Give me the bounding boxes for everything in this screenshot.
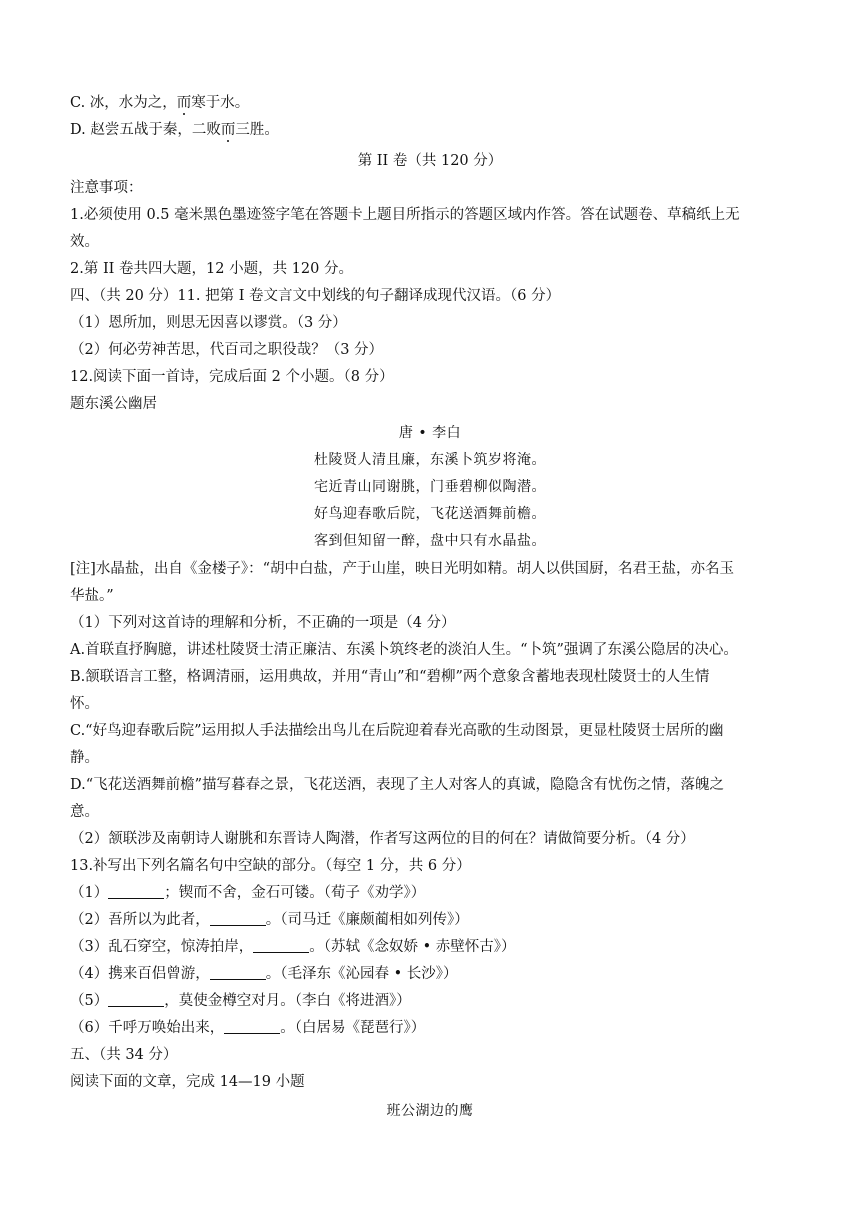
poem-note: [注]水晶盐，出自《金楼子》：“胡中白盐，产于山崖，映日光明如精。胡人以供国厨，名君王盐，亦名玉 <box>70 561 734 577</box>
option-c-text-2: 寒于水。 <box>191 95 250 111</box>
article-title: 班公湖边的鹰 <box>386 1103 474 1119</box>
option-d-dotted-char: 而 <box>220 122 236 138</box>
notes-item-1-cont: 效。 <box>70 234 99 250</box>
part4-header: 四、（共 20 分）11. 把第 I 卷文言文中划线的句子翻译成现代汉语。（6 分） <box>70 288 561 304</box>
q13-item-suffix: 。（司马迁《廉颇蔺相如列传》） <box>265 912 469 928</box>
q13-item <box>70 937 790 957</box>
option-d: D.“飞花送酒舞前檐”描写暮春之景，飞花送酒，表现了主人对客人的真诚，隐隐含有忧伤之情，落魄之 <box>70 777 725 793</box>
q13-item <box>70 883 790 903</box>
q12-intro: 12.阅读下面一首诗，完成后面 2 个小题。（8 分） <box>70 369 394 385</box>
part5-header: 五、（共 34 分） <box>70 1047 178 1063</box>
notes-item-2: 2.第 II 卷共四大题，12 小题，共 120 分。 <box>70 261 353 277</box>
notes-item-1: 1.必须使用 0.5 毫米黑色墨迹签字笔在答题卡上题目所指示的答题区域内作答。答在试题卷、草稿纸上无 <box>70 207 740 223</box>
option-b: B.颔联语言工整，格调清丽，运用典故，并用“青山”和“碧柳”两个意象含蓄地表现杜陵贤士的人生情 <box>70 669 710 685</box>
option-c: C.“好鸟迎春歌后院”运用拟人手法描绘出鸟儿在后院迎着春光高歌的生动图景，更显杜陵贤士居所的幽 <box>70 723 724 739</box>
q13-item-prefix: （1） <box>70 885 109 901</box>
q13-item-prefix: （6）千呼万唤始出来， <box>70 1020 225 1036</box>
poem-line: 宅近青山同谢朓，门垂碧柳似陶潜。 <box>314 479 546 495</box>
q13-item-prefix: （3）乱石穿空，惊涛拍岸， <box>70 939 254 955</box>
q13-item <box>70 1018 790 1038</box>
q12-2: （2）颔联涉及南朝诗人谢朓和东晋诗人陶潜，作者写这两位的目的何在？请做简要分析。（4 分） <box>70 831 695 847</box>
option-c-text-1: C. 冰，水为之， <box>70 95 177 111</box>
section-title: 第 II 卷（共 120 分） <box>357 153 503 169</box>
q13-item-suffix: 。（毛泽东《沁园春 • 长沙》） <box>265 966 458 982</box>
option-d-cont: 意。 <box>70 804 99 820</box>
answer-blank[interactable] <box>210 911 266 926</box>
option-c-dotted-char: 而 <box>176 95 192 111</box>
option-d <box>70 120 790 140</box>
answer-blank[interactable] <box>108 884 164 899</box>
answer-blank[interactable] <box>253 938 309 953</box>
option-c <box>70 93 790 113</box>
q11-1: （1）恩所加，则思无因喜以谬赏。（3 分） <box>70 315 347 331</box>
option-a: A.首联直抒胸臆，讲述杜陵贤士清正廉洁、东溪卜筑终老的淡泊人生。“卜筑”强调了东溪公隐居的决心。 <box>70 642 738 658</box>
answer-blank[interactable] <box>224 1019 280 1034</box>
q13-item <box>70 964 790 984</box>
q12-1: （1）下列对这首诗的理解和分析，不正确的一项是（4 分） <box>70 615 456 631</box>
part5-intro: 阅读下面的文章，完成 14—19 小题 <box>70 1074 305 1090</box>
option-d-text-1: D. 赵尝五战于秦，二败 <box>70 122 221 138</box>
q13-item-suffix: ，莫使金樽空对月。（李白《将进酒》） <box>164 993 411 1009</box>
q13-intro: 13.补写出下列名篇名句中空缺的部分。（每空 1 分，共 6 分） <box>70 858 471 874</box>
q13-item <box>70 991 790 1011</box>
option-b-cont: 怀。 <box>70 696 99 712</box>
q11-2: （2）何必劳神苦思，代百司之职役哉？（3 分） <box>70 342 384 358</box>
answer-blank[interactable] <box>210 965 266 980</box>
q13-item-suffix: 。（白居易《琵琶行》） <box>280 1020 426 1036</box>
q13-item-suffix: 。（苏轼《念奴娇 • 赤壁怀古》） <box>309 939 516 955</box>
poem-line: 杜陵贤人清且廉，东溪卜筑岁将淹。 <box>314 452 546 468</box>
q13-item-prefix: （4）携来百侣曾游， <box>70 966 210 982</box>
poem-author: 唐 • 李白 <box>398 425 462 441</box>
q13-item-prefix: （5） <box>70 993 109 1009</box>
q13-item-prefix: （2）吾所以为此者， <box>70 912 210 928</box>
poem-title: 题东溪公幽居 <box>70 396 157 412</box>
q13-item-suffix: ；锲而不舍，金石可镂。（荀子《劝学》） <box>164 885 426 901</box>
poem-note-cont: 华盐。” <box>70 588 114 604</box>
answer-blank[interactable] <box>108 992 164 1007</box>
option-d-text-2: 三胜。 <box>235 122 279 138</box>
poem-line: 好鸟迎春歌后院，飞花送酒舞前檐。 <box>314 506 546 522</box>
poem-line: 客到但知留一醉，盘中只有水晶盐。 <box>314 533 546 549</box>
q13-item <box>70 910 790 930</box>
option-c-cont: 静。 <box>70 750 99 766</box>
notes-heading: 注意事项： <box>70 180 143 196</box>
